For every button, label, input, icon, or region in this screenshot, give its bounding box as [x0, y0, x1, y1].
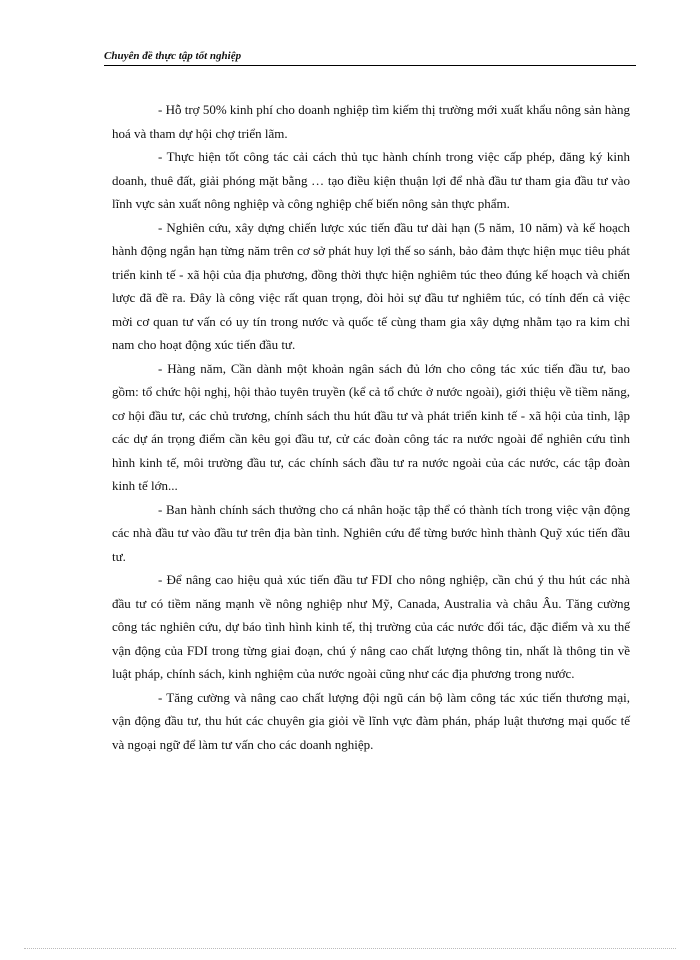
paragraph: - Hỗ trợ 50% kinh phí cho doanh nghiệp tìm kiếm thị trường mới xuất khẩu nông sản hàng hoá và tham dự hội chợ triển lãm. — [112, 102, 630, 141]
paragraph: - Để nâng cao hiệu quả xúc tiến đầu tư FDI cho nông nghiệp, cần chú ý thu hút các nhà đầu tư có tiềm năng mạnh về nông nghiệp như Mỹ, Canada, Australia và châu Âu. Tăng cường công tác nghiên cứu, dự báo tình hình kinh tế, thị trường của các nước đối tác, đặc điểm và xu thế vận động của FDI trong từng giai đoạn, chú ý nâng cao chất lượng thông tin, nhất là thông tin về luật pháp, chính sách, kinh nghiệm của nước ngoài cũng như các địa phương trong nước. — [112, 572, 630, 681]
paragraph: - Hàng năm, Cần dành một khoản ngân sách đủ lớn cho công tác xúc tiến đầu tư, bao gồm: tổ chức hội nghị, hội thảo tuyên truyền (kể cả tổ chức ở nước ngoài), giới thiệu về tiềm năng, cơ hội đầu tư, các chủ trương, chính sách thu hút đầu tư và phát triển kinh tế - xã hội của tỉnh, lập các dự án trọng điểm cần kêu gọi đầu tư, cử các đoàn công tác ra nước ngoài để nghiên cứu tình hình kinh tế, môi trường đầu tư, các chính sách đầu tư ra nước ngoài của các nước, các tập đoàn kinh tế lớn... — [112, 360, 630, 493]
paragraph: - Nghiên cứu, xây dựng chiến lược xúc tiến đầu tư dài hạn (5 năm, 10 năm) và kế hoạch hành động ngắn hạn từng năm trên cơ sở phát huy lợi thế so sánh, bảo đảm thực hiện mục tiêu phát triển kinh tế - xã hội của địa phương, đồng thời thực hiện nghiêm túc theo đúng kế hoạch và chiến lược đã đề ra. Đây là công việc rất quan trọng, đòi hỏi sự đầu tư nghiêm túc, có tính đến cả việc mời cơ quan tư vấn có uy tín trong nước và quốc tế cùng tham gia xây dựng nhằm tạo ra kim chỉ nam cho hoạt động xúc tiến đầu tư. — [112, 219, 630, 352]
paragraph: - Tăng cường và nâng cao chất lượng đội ngũ cán bộ làm công tác xúc tiến thương mại, vận động đầu tư, thu hút các chuyên gia giỏi về lĩnh vực đàm phán, pháp luật thương mại quốc tế và ngoại ngữ để làm tư vấn cho các doanh nghiệp. — [112, 689, 630, 752]
header-title: Chuyên đề thực tập tốt nghiệp — [104, 50, 242, 62]
page-header — [104, 50, 636, 66]
document-body — [112, 98, 630, 756]
page-footer-divider — [24, 948, 676, 949]
paragraph: - Thực hiện tốt công tác cải cách thủ tục hành chính trong việc cấp phép, đăng ký kinh doanh, thuê đất, giải phóng mặt bằng … tạo điều kiện thuận lợi để nhà đầu tư tham gia đầu tư vào lĩnh vực sản xuất nông nghiệp và công nghiệp chế biến nông sản thực phẩm. — [112, 149, 630, 211]
paragraph: - Ban hành chính sách thưởng cho cá nhân hoặc tập thể có thành tích trong việc vận động các nhà đầu tư vào đầu tư trên địa bàn tỉnh. Nghiên cứu để từng bước hình thành Quỹ xúc tiến đầu tư. — [112, 501, 630, 564]
